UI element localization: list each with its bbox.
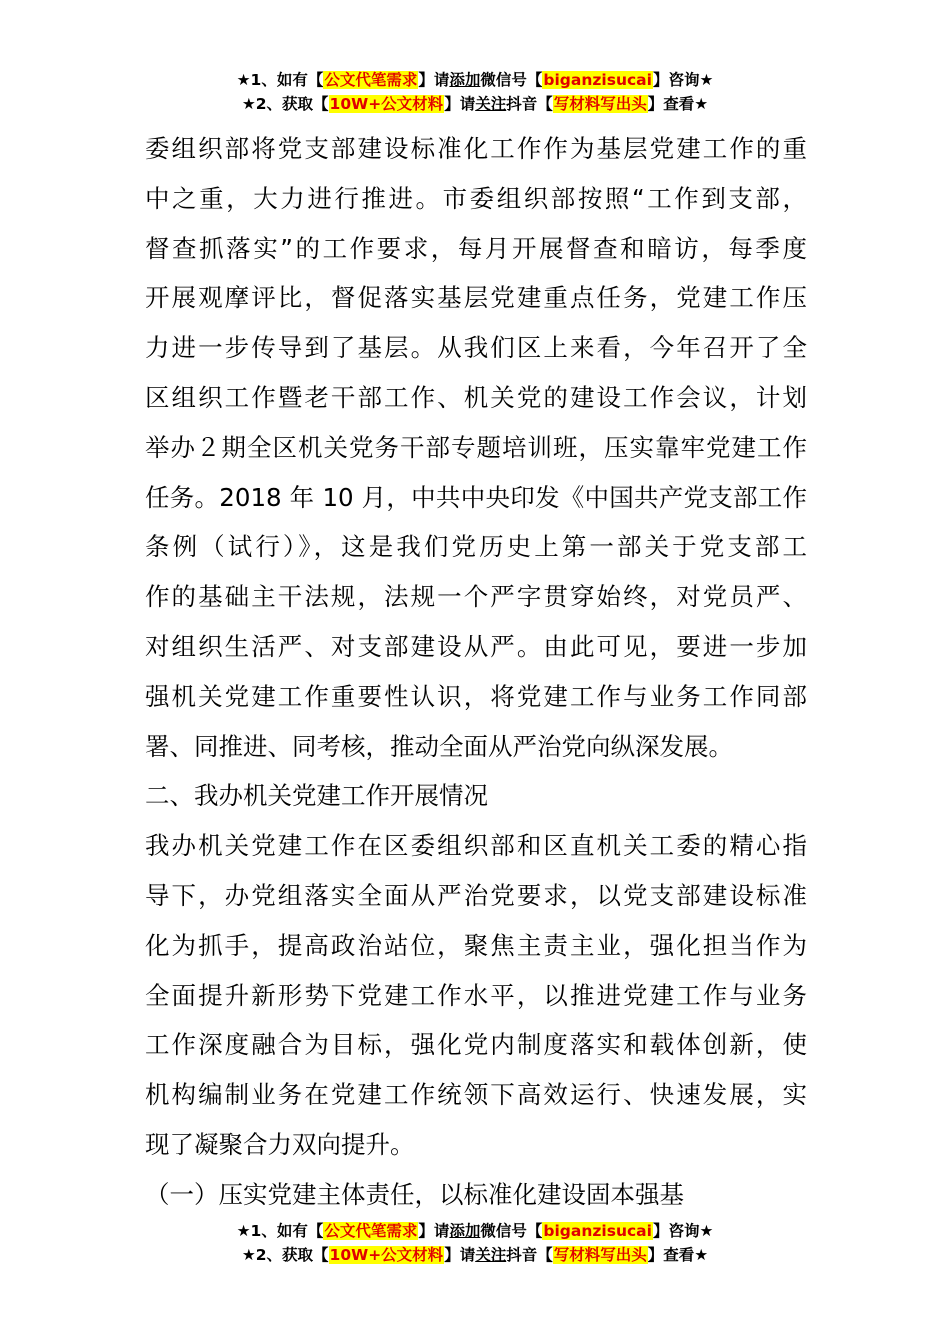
text-line: 力进一步传导到了基层。从我们区上来看，今年召开了全 <box>145 333 807 363</box>
text-line: 区组织工作暨老干部工作、机关党的建设工作会议，计划 <box>145 382 807 412</box>
highlight-materials: 10W+公文材料 <box>329 95 444 113</box>
text-line: 作的基础主干法规，法规一个严字贯穿始终，对党员严、 <box>145 582 807 612</box>
highlight-douyin-account: 写材料写出头 <box>553 1246 647 1264</box>
text-line: 举办２期全区机关党务干部专题培训班，压实靠牢党建工作 <box>145 432 807 462</box>
text-line: 工作深度融合为目标，强化党内制度落实和载体创新，使 <box>145 1030 807 1060</box>
text-line: 条例（试行）》，这是我们党历史上第一部关于党支部工 <box>145 532 807 562</box>
text-line: 导下，办党组落实全面从严治党要求，以党支部建设标准 <box>145 880 807 910</box>
highlight-wechat-id: biganzisucai <box>543 1222 652 1240</box>
text-line: 我办机关党建工作在区委组织部和区直机关工委的精心指 <box>145 831 807 861</box>
footer-promo-banner <box>0 1219 950 1267</box>
text-line: 对组织生活严、对支部建设从严。由此可见，要进一步加 <box>145 631 807 661</box>
promo-line-2: ★2、获取【10W+公文材料】请关注抖音【写材料写出头】查看★ <box>241 95 709 113</box>
promo-line-1: ★1、如有【公文代笔需求】请添加微信号【biganzisucai】咨询★ <box>236 71 714 89</box>
text-line: 中之重，大力进行推进。市委组织部按照“工作到支部， <box>145 183 807 213</box>
text-line: 强机关党建工作重要性认识，将党建工作与业务工作同部 <box>145 681 807 711</box>
text-line: 化为抓手，提高政治站位，聚焦主责主业，强化担当作为 <box>145 930 807 960</box>
text-line: 全面提升新形势下党建工作水平，以推进党建工作与业务 <box>145 980 807 1010</box>
section-heading: 二、我办机关党建工作开展情况 <box>145 781 488 811</box>
document-body <box>145 124 807 1220</box>
subsection-heading: （一）压实党建主体责任，以标准化建设固本强基 <box>145 1179 684 1209</box>
highlight-douyin-account: 写材料写出头 <box>553 95 647 113</box>
text-line: 署、同推进、同考核，推动全面从严治党向纵深发展。 <box>145 731 733 761</box>
highlight-service: 公文代笔需求 <box>324 1222 418 1240</box>
promo-line-2: ★2、获取【10W+公文材料】请关注抖音【写材料写出头】查看★ <box>241 1246 709 1264</box>
header-promo-banner <box>0 68 950 116</box>
text-line: 督查抓落实”的工作要求，每月开展督查和暗访，每季度 <box>145 233 807 263</box>
highlight-wechat-id: biganzisucai <box>543 71 652 89</box>
text-line: 机构编制业务在党建工作统领下高效运行、快速发展，实 <box>145 1080 807 1110</box>
highlight-service: 公文代笔需求 <box>324 71 418 89</box>
text-line: 开展观摩评比，督促落实基层党建重点任务，党建工作压 <box>145 283 807 313</box>
promo-line-1: ★1、如有【公文代笔需求】请添加微信号【biganzisucai】咨询★ <box>236 1222 714 1240</box>
highlight-materials: 10W+公文材料 <box>329 1246 444 1264</box>
text-line: 现了凝聚合力双向提升。 <box>145 1129 415 1159</box>
text-line: 委组织部将党支部建设标准化工作作为基层党建工作的重 <box>145 134 807 163</box>
text-line: 任务。2018 年 10 月，中共中央印发《中国共产党支部工作 <box>145 482 807 512</box>
